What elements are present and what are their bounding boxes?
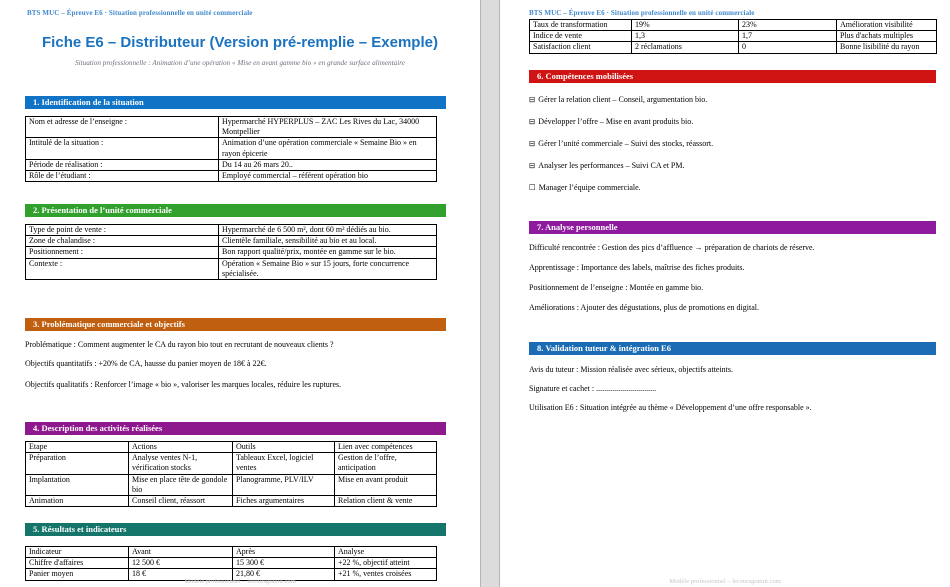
value-cell: Opération « Semaine Bio » sur 15 jours, forte concurrence spécialisée.: [219, 258, 437, 279]
label-cell: Zone de chalandise :: [26, 236, 219, 247]
resultats-table-continued: [529, 19, 937, 54]
table-header-row: [26, 547, 437, 558]
paragraph: Difficulté rencontrée : Gestion des pics d’affluence → préparation de chariots de réserve.: [529, 243, 815, 252]
paragraph: Signature et cachet : ..............................: [529, 384, 657, 393]
cell: Satisfaction client: [530, 42, 632, 53]
paragraph: Objectifs quantitatifs : +20% de CA, hausse du panier moyen de 18€ à 22€.: [25, 359, 267, 368]
cell: Tableaux Excel, logiciel ventes: [233, 453, 335, 474]
header-cell: Avant: [129, 547, 233, 558]
cell: Animation: [26, 496, 129, 507]
cell: Amélioration visibilité: [837, 20, 937, 31]
section-3-header: 3. Problématique commerciale et objectifs: [25, 318, 446, 331]
table-row: [26, 171, 437, 182]
doc-header: BTS MUC – Épreuve E6 · Situation professionnelle en unité commerciale: [27, 9, 253, 17]
table-row: [26, 117, 437, 138]
label-cell: Intitulé de la situation :: [26, 138, 219, 159]
paragraph: Problématique : Comment augmenter le CA du rayon bio tout en recrutant de nouveaux clients ?: [25, 340, 334, 349]
header-cell: Indicateur: [26, 547, 129, 558]
competence-item: [529, 183, 936, 192]
cell: Conseil client, réassort: [129, 496, 233, 507]
value-cell: Hypermarché de 6 500 m², dont 60 m² dédiés au bio.: [219, 225, 437, 236]
paragraph: Apprentissage : Importance des labels, maîtrise des fiches produits.: [529, 263, 745, 272]
cell: +22 %, objectif atteint: [335, 558, 437, 569]
page-subtitle: Situation professionnelle : Animation d’une opération « Mise en avant gamme bio » en grande surface alimentaire: [75, 59, 405, 67]
table-row: [26, 558, 437, 569]
table-row: [26, 258, 437, 279]
checkbox-unchecked-icon: ☐: [529, 183, 536, 192]
doc-header: BTS MUC – Épreuve E6 · Situation professionnelle en unité commerciale: [529, 9, 755, 17]
section-1-header: 1. Identification de la situation: [25, 96, 446, 109]
unite-commerciale-table: [25, 224, 437, 280]
competence-item: [529, 139, 936, 148]
paragraph: Améliorations : Ajouter des dégustations, plus de promotions en digital.: [529, 303, 759, 312]
cell: Relation client & vente: [335, 496, 437, 507]
table-row: [26, 138, 437, 159]
activites-table: [25, 441, 437, 507]
checkbox-checked-icon: ⊟: [529, 139, 536, 148]
header-cell: Etape: [26, 442, 129, 453]
table-row: [26, 496, 437, 507]
competence-label: Gérer l’unité commerciale – Suivi des stocks, réassort.: [538, 139, 714, 148]
label-cell: Contexte :: [26, 258, 219, 279]
cell: Planogramme, PLV/ILV: [233, 474, 335, 495]
cell: 18 €: [129, 569, 233, 580]
cell: 19%: [632, 20, 739, 31]
paragraph: Utilisation E6 : Situation intégrée au thème « Développement d’une offre responsable ».: [529, 403, 812, 412]
header-cell: Outils: [233, 442, 335, 453]
cell: +21 %, ventes croisées: [335, 569, 437, 580]
cell: Taux de transformation: [530, 20, 632, 31]
identification-table: [25, 116, 437, 182]
label-cell: Positionnement :: [26, 247, 219, 258]
paragraph: Objectifs qualitatifs : Renforcer l’image « bio », valoriser les marques locales, réduire les ruptures.: [25, 380, 342, 389]
section-5-header: 5. Résultats et indicateurs: [25, 523, 446, 536]
table-row: [26, 236, 437, 247]
cell: 1,3: [632, 31, 739, 42]
section-8-header: 8. Validation tuteur & intégration E6: [529, 342, 936, 355]
cell: Préparation: [26, 453, 129, 474]
cell: 2 réclamations: [632, 42, 739, 53]
cell: 12 500 €: [129, 558, 233, 569]
checkbox-checked-icon: ⊟: [529, 117, 536, 126]
cell: Panier moyen: [26, 569, 129, 580]
cell: Bonne lisibilité du rayon: [837, 42, 937, 53]
competence-item: [529, 95, 936, 104]
checkbox-checked-icon: ⊟: [529, 95, 536, 104]
page-footer: Modèle professionnel – lecoursgratuit.com: [184, 578, 296, 585]
competence-label: Développer l’offre – Mise en avant produits bio.: [538, 117, 694, 126]
cell: 23%: [739, 20, 837, 31]
value-cell: Employé commercial – référent opération bio: [219, 171, 437, 182]
header-cell: Actions: [129, 442, 233, 453]
header-cell: Analyse: [335, 547, 437, 558]
table-header-row: [26, 442, 437, 453]
table-row: [530, 20, 937, 31]
value-cell: Du 14 au 26 mars 20..: [219, 159, 437, 170]
value-cell: Clientèle familiale, sensibilité au bio et au local.: [219, 236, 437, 247]
value-cell: Bon rapport qualité/prix, montée en gamme sur le bio.: [219, 247, 437, 258]
section-7-header: 7. Analyse personnelle: [529, 221, 936, 234]
table-row: [530, 42, 937, 53]
paragraph: Positionnement de l’enseigne : Montée en gamme bio.: [529, 283, 704, 292]
competence-label: Gérer la relation client – Conseil, argumentation bio.: [538, 95, 708, 104]
cell: 21,80 €: [233, 569, 335, 580]
table-row: [26, 159, 437, 170]
cell: Analyse ventes N-1, vérification stocks: [129, 453, 233, 474]
paragraph: Avis du tuteur : Mission réalisée avec sérieux, objectifs atteints.: [529, 365, 734, 374]
page-footer: Modèle professionnel – lecoursgratuit.com: [669, 578, 781, 585]
header-cell: Après: [233, 547, 335, 558]
label-cell: Période de réalisation :: [26, 159, 219, 170]
cell: Mise en avant produit: [335, 474, 437, 495]
table-row: [26, 474, 437, 495]
competence-item: [529, 117, 936, 126]
page-title: Fiche E6 – Distributeur (Version pré-remplie – Exemple): [42, 34, 438, 51]
cell: Gestion de l’offre, anticipation: [335, 453, 437, 474]
competence-label: Analyser les performances – Suivi CA et PM.: [538, 161, 685, 170]
value-cell: Animation d’une opération commerciale « Semaine Bio » en rayon épicerie: [219, 138, 437, 159]
competence-item: [529, 161, 936, 170]
section-4-header: 4. Description des activités réalisées: [25, 422, 446, 435]
table-row: [26, 453, 437, 474]
label-cell: Rôle de l’étudiant :: [26, 171, 219, 182]
resultats-table: [25, 546, 437, 581]
value-cell: Hypermarché HYPERPLUS – ZAC Les Rives du Lac, 34000 Montpellier: [219, 117, 437, 138]
table-row: [26, 225, 437, 236]
label-cell: Type de point de vente :: [26, 225, 219, 236]
cell: Implantation: [26, 474, 129, 495]
cell: 0: [739, 42, 837, 53]
checkbox-checked-icon: ⊟: [529, 161, 536, 170]
cell: Chiffre d'affaires: [26, 558, 129, 569]
competence-label: Manager l’équipe commerciale.: [538, 183, 641, 192]
cell: 1,7: [739, 31, 837, 42]
cell: Fiches argumentaires: [233, 496, 335, 507]
cell: 15 300 €: [233, 558, 335, 569]
table-row: [26, 247, 437, 258]
section-2-header: 2. Présentation de l’unité commerciale: [25, 204, 446, 217]
document-page-right: [499, 0, 950, 587]
cell: Plus d'achats multiples: [837, 31, 937, 42]
section-6-header: 6. Compétences mobilisées: [529, 70, 936, 83]
table-row: [530, 31, 937, 42]
header-cell: Lien avec compétences: [335, 442, 437, 453]
label-cell: Nom et adresse de l’enseigne :: [26, 117, 219, 138]
cell: Mise en place tête de gondole bio: [129, 474, 233, 495]
cell: Indice de vente: [530, 31, 632, 42]
